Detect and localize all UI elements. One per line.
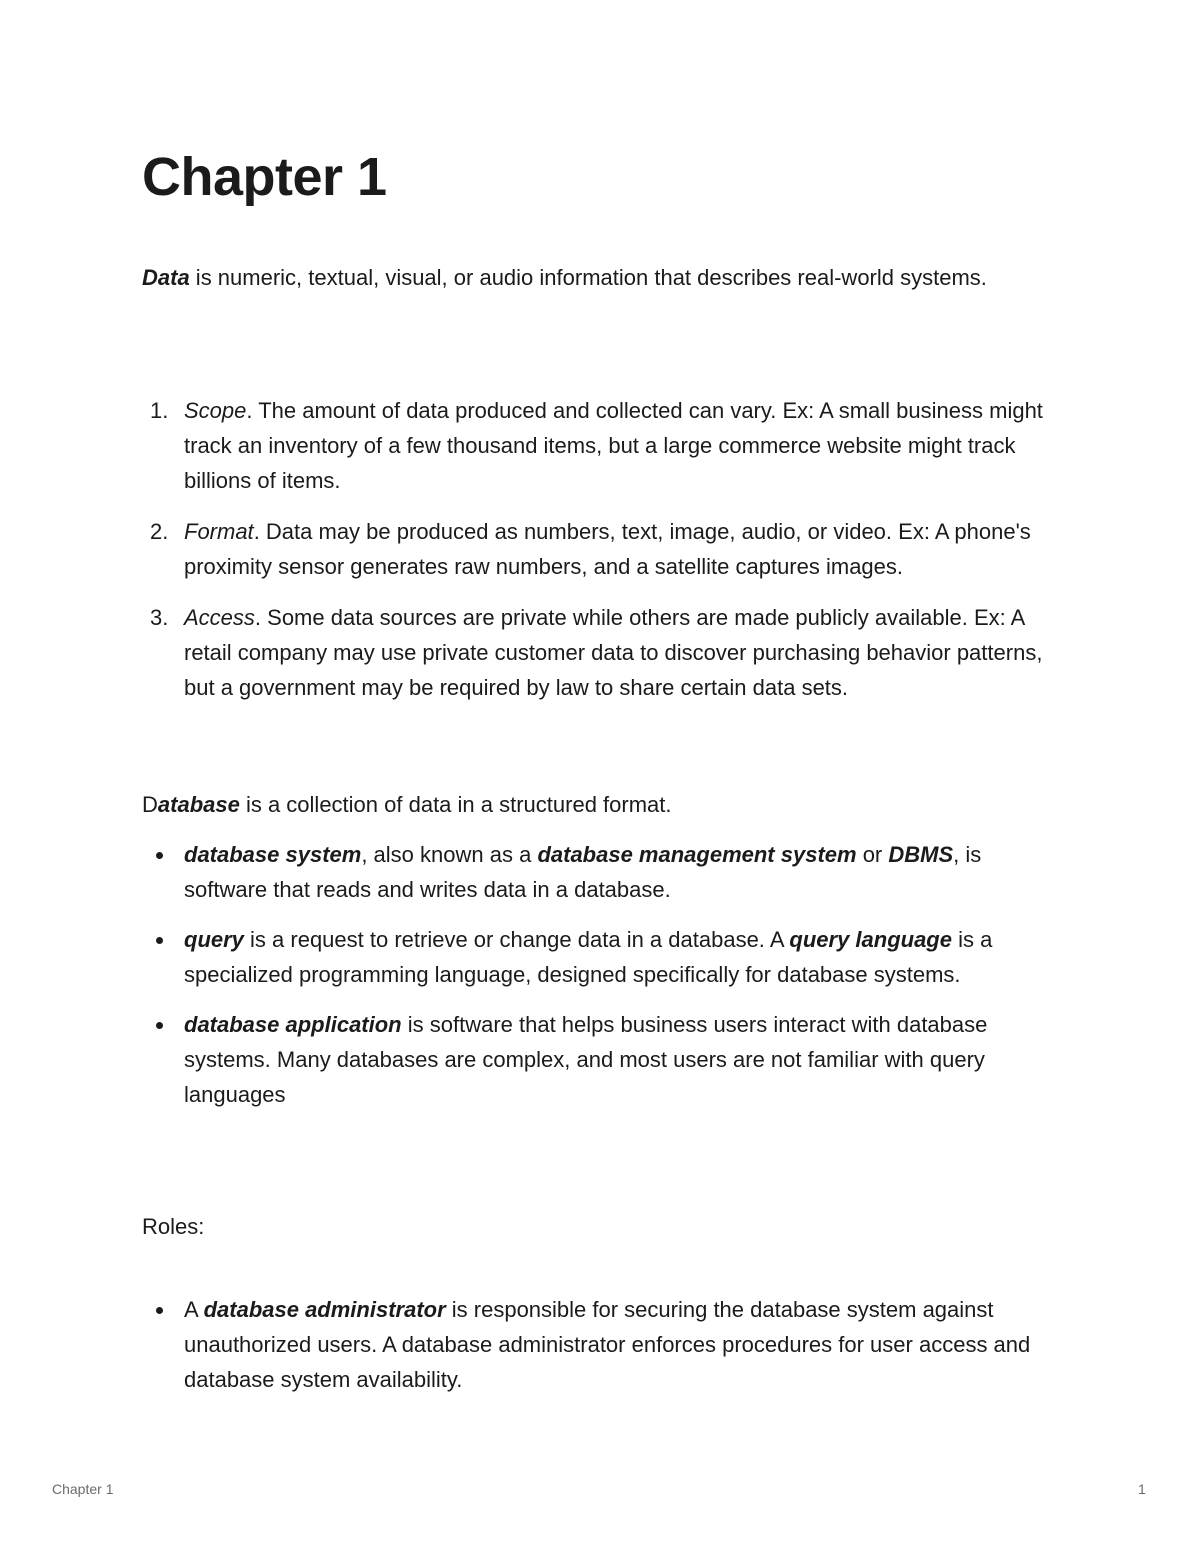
term-dbms: DBMS — [888, 842, 954, 867]
roles-heading: Roles: — [142, 1214, 205, 1239]
bullet-icon — [156, 852, 163, 859]
list-number: 3. — [150, 605, 169, 630]
definition-text: , also known as a — [361, 842, 538, 867]
list-number: 2. — [150, 519, 169, 544]
list-item-access — [142, 600, 1062, 705]
database-lead-letter: D — [142, 792, 158, 817]
list-item-database-administrator — [142, 1292, 1062, 1397]
term-query-language: query language — [789, 927, 952, 952]
data-definition-paragraph — [142, 260, 1042, 295]
term-database-management-system: database management system — [537, 842, 857, 867]
database-terms-list — [142, 837, 1062, 1127]
list-item-term: Access — [184, 605, 255, 630]
definition-text: is a request to retrieve or change data in a database. A — [243, 927, 790, 952]
list-item-text: . Some data sources are private while others are made publicly available. Ex: A retail company may use private customer data to discover purchasing behavior patterns, but a government may be required by law to share certain data sets. — [184, 605, 1043, 700]
list-item-scope — [142, 393, 1062, 498]
list-item-database-system — [142, 837, 1062, 907]
list-item-database-application — [142, 1007, 1062, 1112]
list-item-term: Format — [184, 519, 254, 544]
list-item-query — [142, 922, 1062, 992]
database-term: atabase — [157, 792, 240, 817]
list-number: 1. — [150, 398, 169, 423]
role-prefix: A — [184, 1297, 204, 1322]
data-definition-text: is numeric, textual, visual, or audio information that describes real-world systems. — [189, 265, 987, 290]
data-characteristics-list — [142, 393, 1062, 721]
list-item-format — [142, 514, 1062, 584]
list-item-text: . The amount of data produced and collected can vary. Ex: A small business might track an inventory of a few thousand items, but a large commerce website might track billions of items. — [184, 398, 1043, 493]
page-title: Chapter 1 — [142, 147, 387, 207]
definition-text: is software that helps business users interact with database systems. Many databases are complex, and most users are not familiar with query languages — [184, 1012, 988, 1107]
term-database-administrator: database administrator — [203, 1297, 446, 1322]
bullet-icon — [156, 1307, 163, 1314]
role-text: is responsible for securing the database system against unauthorized users. A database administrator enforces procedures for user access and database system availability. — [184, 1297, 1031, 1392]
term-database-application: database application — [184, 1012, 402, 1037]
database-definition-text: is a collection of data in a structured format. — [239, 792, 672, 817]
definition-text: is a specialized programming language, designed specifically for database systems. — [184, 927, 993, 987]
term-database-system: database system — [184, 842, 362, 867]
definition-text: , is software that reads and writes data in a database. — [184, 842, 982, 902]
database-definition-paragraph — [142, 787, 672, 822]
list-item-term: Scope — [184, 398, 247, 423]
roles-list — [142, 1292, 1062, 1412]
data-term: Data — [142, 265, 190, 290]
bullet-icon — [156, 1022, 163, 1029]
list-item-text: . Data may be produced as numbers, text, image, audio, or video. Ex: A phone's proximity sensor generates raw numbers, and a satellite captures images. — [184, 519, 1031, 579]
footer-chapter-label: Chapter 1 — [52, 1481, 114, 1497]
footer-page-number: 1 — [1138, 1481, 1146, 1497]
definition-text: or — [856, 842, 889, 867]
term-query: query — [184, 927, 244, 952]
bullet-icon — [156, 937, 163, 944]
